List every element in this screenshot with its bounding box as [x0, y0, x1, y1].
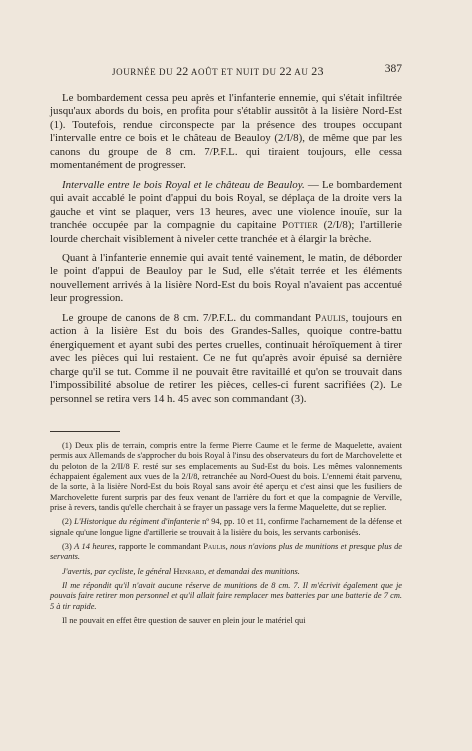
quote-text: J'avertis, par cycliste, le général	[62, 566, 174, 576]
footnote-3-quote-2	[50, 581, 402, 612]
footnote-text: ,	[225, 542, 231, 552]
person-name: Pottier	[282, 219, 318, 232]
footnote-3-continuation: Il ne pouvait en effet être question de sauver en plein jour le matériel qui	[62, 616, 306, 626]
footnote-marker: (2)	[62, 517, 75, 527]
section-title: Intervalle entre le bois Royal et le château de Beauloy.	[62, 178, 305, 191]
running-title-day: 22	[176, 64, 189, 78]
page-header	[0, 64, 472, 80]
cited-work: L'Historique du régiment d'infanterie	[74, 517, 200, 527]
paragraph-text: , toujours en action à la lisière Est du bois des Grandes-Salles, quoique contre-battu énergiquement et ayant subi des pertes cruelles, continuait héroïquement à tirer avec les pièces qui lui restaient. Ce ne fut qu'après avoir épuisé sa dernière charge qu'il se tut. Comme il ne pouvait être ravitaillé et qu'on se trouvait dans l'impossibilité absolue de retirer les pièces, celles-ci furent sacrifiées (2). Le personnel se retira vers 14 h. 45 avec son commandant (3).	[50, 311, 402, 405]
quote-text: Il me répondit qu'il n'avait aucune réserve de munitions de 8 cm. 7. Il m'écrivit également que je pouvais faire retirer mon personnel et qu'il allait faire remplacer mes batteries par une batterie de 7 cm. 5 à tir rapide.	[50, 581, 402, 611]
person-name: Henrard	[173, 566, 205, 576]
paragraph-text: — Le bombardement qui avait accablé le point d'appui du bois Royal, se déplaça de la droite vers la gauche et vint se plaquer, vers 13 heures, avec une violence inouïe, sur la tranchée occupée par la compagnie du capitaine	[50, 178, 402, 232]
footnote-1: (1) Deux plis de terrain, compris entre la ferme Pierre Caume et le ferme de Maquelette, avaient permis aux Allemands de s'approcher du bois Royal à l'insu des observateurs du fort de Marchovelette et du peloton de la 2/II/8 F. resté sur ses emplacements au Sud-Est du bois. Les mêmes valonnements échappaient également aux vues de la 2/I/8, retranchée au Nord-Ouest du bois. L'ennemi était parvenu, de la sorte, à la lisière Nord-Est du bois Royal sans avoir été aperçu et c'est ainsi que les fusiliers de Marchovelette furent surpris par des feux venant de l'arrière du fort et que la compagnie de Verville, prise à revers, tandis qu'elle cherchait à se frayer un passage vers la ferme Maquelette, dut se replier.	[50, 441, 402, 513]
body-text	[50, 92, 402, 412]
footnote-text: rapporte le commandant	[116, 542, 204, 552]
quote-text: nous n'avions plus de munitions et presque plus de servants.	[50, 542, 403, 562]
footnote-marker: (3)	[62, 542, 75, 552]
running-title-part: AU	[291, 67, 312, 77]
running-title-day: 22	[279, 64, 292, 78]
paragraph-groupe-canons	[50, 312, 402, 406]
person-name: Paulis	[314, 311, 346, 324]
quote-text: , et demandai des munitions.	[204, 566, 300, 576]
person-name: Paulis	[203, 542, 226, 552]
footnote-text: nº 94, pp. 10 et 11, confirme l'acharnement de la défense et signale qu'une longue ligne d'artillerie se trouvait à la lisière du bois, les servants carbonisés.	[50, 517, 403, 537]
paragraph-text: (2/I/8); l'artillerie lourde cherchait visiblement à niveler cette tranchée et à élargir la brèche.	[50, 219, 402, 245]
footnote-3	[50, 542, 402, 563]
quote-text: A 14 heures,	[74, 542, 117, 552]
footnotes	[50, 441, 402, 631]
running-title-part: AOÛT ET NUIT DU	[188, 67, 280, 77]
page-number: 387	[384, 63, 402, 75]
running-title-part: JOURNÉE DU	[112, 67, 177, 77]
paragraph-infanterie: Quant à l'infanterie ennemie qui avait tenté vainement, le matin, de déborder le point d'appui de Beauloy par le Sud, elle s'était terrée et les éléments nouvellement arrivés à la lisière Nord-Est du bois Royal n'avaient pas accentué leur progression.	[50, 251, 402, 305]
footnote-3-quote-1	[50, 567, 402, 577]
footnote-2	[50, 517, 402, 538]
paragraph-bombardement: Le bombardement cessa peu après et l'infanterie ennemie, qui s'était infiltrée jusqu'aux abords du bois, en profita pour s'établir aussitôt à la lisière Nord-Est (1). Toutefois, rendue circonspecte par la présence des troupes occupant l'intervalle entre ce bois et le château de Beauloy (2/I/8), de même que par les canons du groupe de 8 cm. 7/P.F.L. qui tiraient toujours, elle cessa momentanément de progresser.	[50, 92, 402, 172]
footnote-divider	[50, 431, 120, 432]
running-title	[112, 64, 324, 79]
paragraph-text: Le groupe de canons de 8 cm. 7/P.F.L. du commandant	[62, 311, 315, 324]
running-title-day: 23	[311, 64, 324, 78]
paragraph-intervalle	[50, 179, 402, 246]
